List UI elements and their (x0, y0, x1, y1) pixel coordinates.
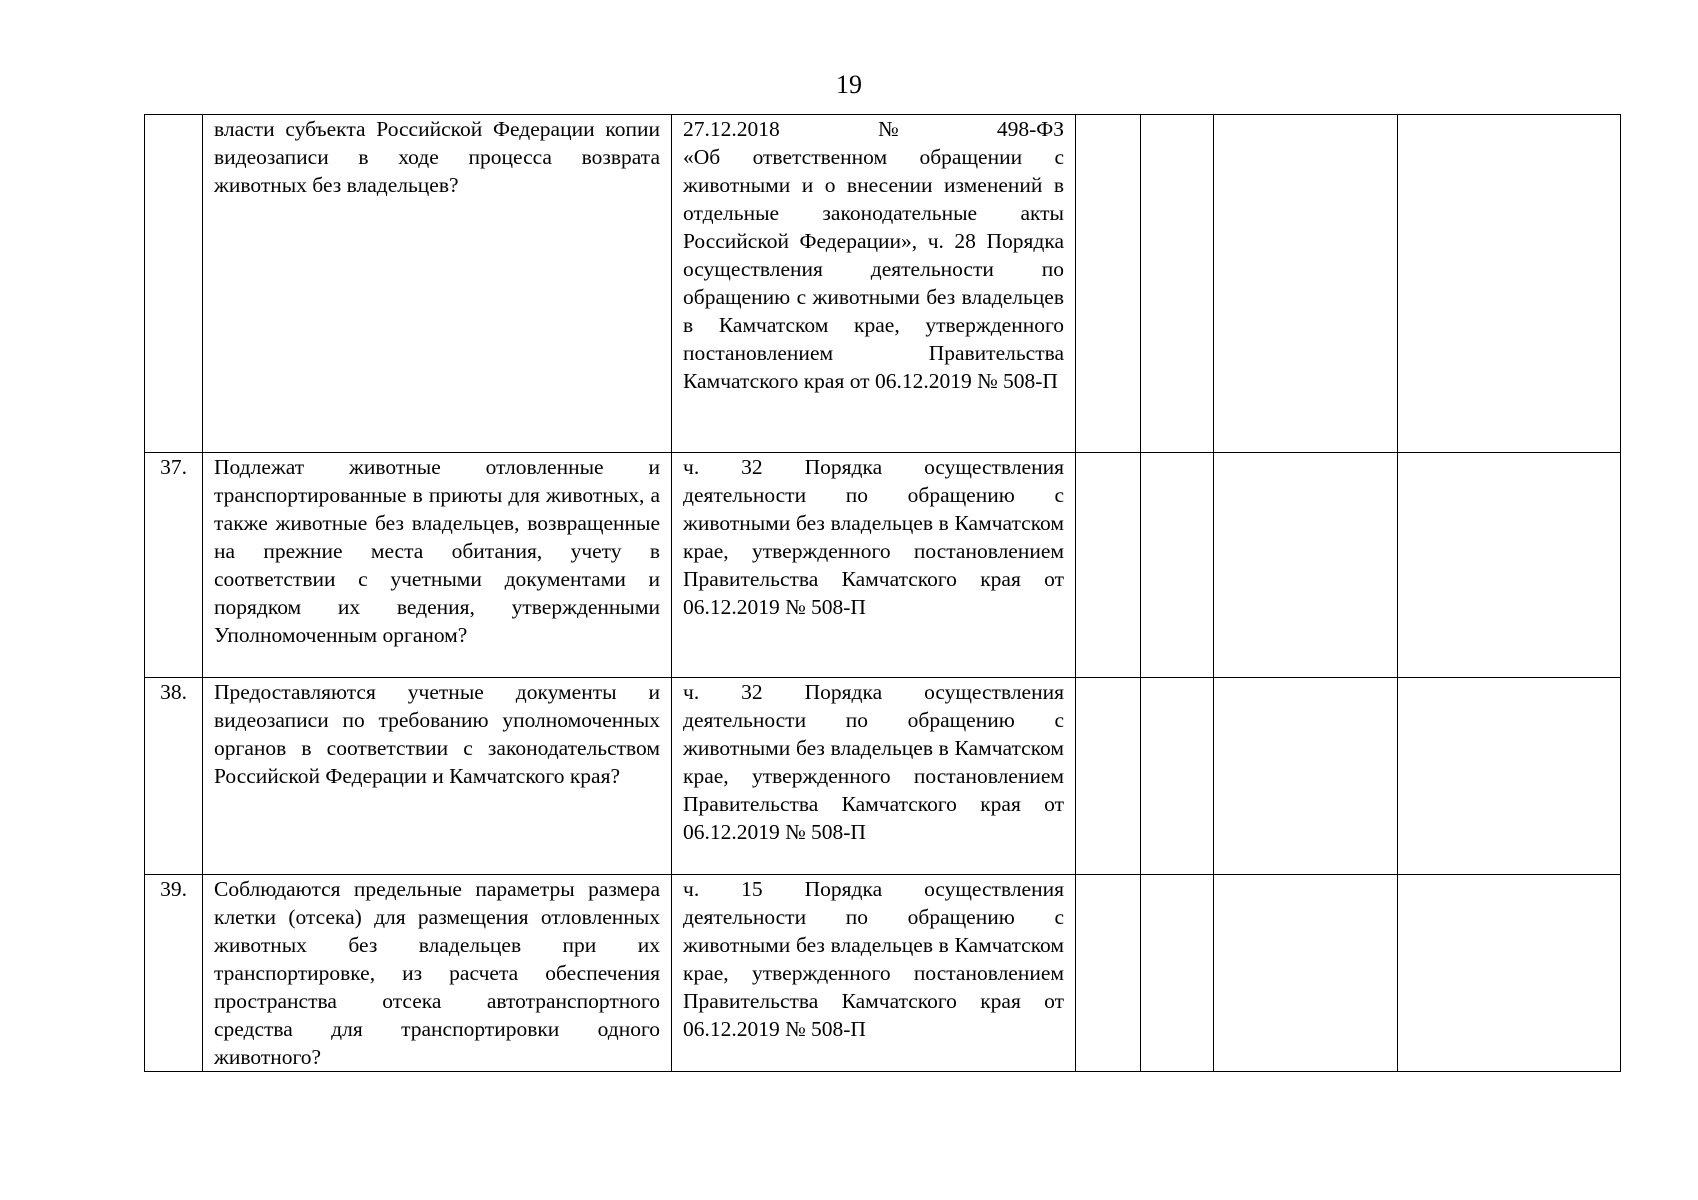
empty-cell (1141, 453, 1214, 678)
row-number: 37. (145, 453, 203, 678)
reference-text: «Об ответственном обращении с животными и о внесении изменений в отдельные законодательные акты Российской Федерации», ч. 28 Порядка осуществления деятельности по обращению с животными без владельцев в Камчатском крае, утвержденного постановлением Правительства Камчатского края от 06.12.2019 № 508-П (683, 145, 1064, 393)
empty-cell (1076, 453, 1141, 678)
table-row (145, 115, 1621, 453)
table-row (145, 678, 1621, 875)
row-number: 39. (145, 875, 203, 1072)
empty-cell (1141, 678, 1214, 875)
question-cell: Соблюдаются предельные параметры размера клетки (отсека) для размещения отловленных животных без владельцев при их транспортировке, из расчета обеспечения пространства отсека автотранспортного средства для транспортировки одного животного? (203, 875, 672, 1072)
empty-cell (1214, 875, 1398, 1072)
empty-cell (1141, 115, 1214, 453)
reference-law-number: 498-ФЗ (996, 117, 1064, 141)
empty-cell (1398, 875, 1621, 1072)
page-number: 19 (836, 70, 862, 99)
table-row (145, 453, 1621, 678)
empty-cell (1076, 115, 1141, 453)
question-cell: власти субъекта Российской Федерации копии видеозаписи в ходе процесса возврата животных без владельцев? (203, 115, 672, 453)
empty-cell (1214, 115, 1398, 453)
question-cell: Подлежат животные отловленные и транспортированные в приюты для животных, а также животные без владельцев, возвращенные на прежние места обитания, учету в соответствии с учетными документами и порядком их ведения, утвержденными Уполномоченным органом? (203, 453, 672, 678)
reference-cell (672, 115, 1076, 453)
row-number: 38. (145, 678, 203, 875)
empty-cell (1398, 115, 1621, 453)
empty-cell (1398, 678, 1621, 875)
question-cell: Предоставляются учетные документы и видеозаписи по требованию уполномоченных органов в соответствии с законодательством Российской Федерации и Камчатского края? (203, 678, 672, 875)
reference-date: 27.12.2018 (683, 117, 780, 141)
empty-cell (1141, 875, 1214, 1072)
empty-cell (1214, 678, 1398, 875)
empty-cell (1076, 875, 1141, 1072)
reference-cell: ч. 32 Порядка осуществления деятельности по обращению с животными без владельцев в Камчатском крае, утвержденного постановлением Правительства Камчатского края от 06.12.2019 № 508-П (672, 453, 1076, 678)
table-row (145, 875, 1621, 1072)
checklist-table (144, 114, 1621, 1072)
reference-cell: ч. 32 Порядка осуществления деятельности по обращению с животными без владельцев в Камчатском крае, утвержденного постановлением Правительства Камчатского края от 06.12.2019 № 508-П (672, 678, 1076, 875)
empty-cell (1214, 453, 1398, 678)
row-number (145, 115, 203, 453)
reference-cell: ч. 15 Порядка осуществления деятельности по обращению с животными без владельцев в Камчатском крае, утвержденного постановлением Правительства Камчатского края от 06.12.2019 № 508-П (672, 875, 1076, 1072)
empty-cell (1398, 453, 1621, 678)
reference-head-line (683, 115, 1064, 143)
empty-cell (1076, 678, 1141, 875)
reference-number-sign: № (878, 117, 899, 141)
